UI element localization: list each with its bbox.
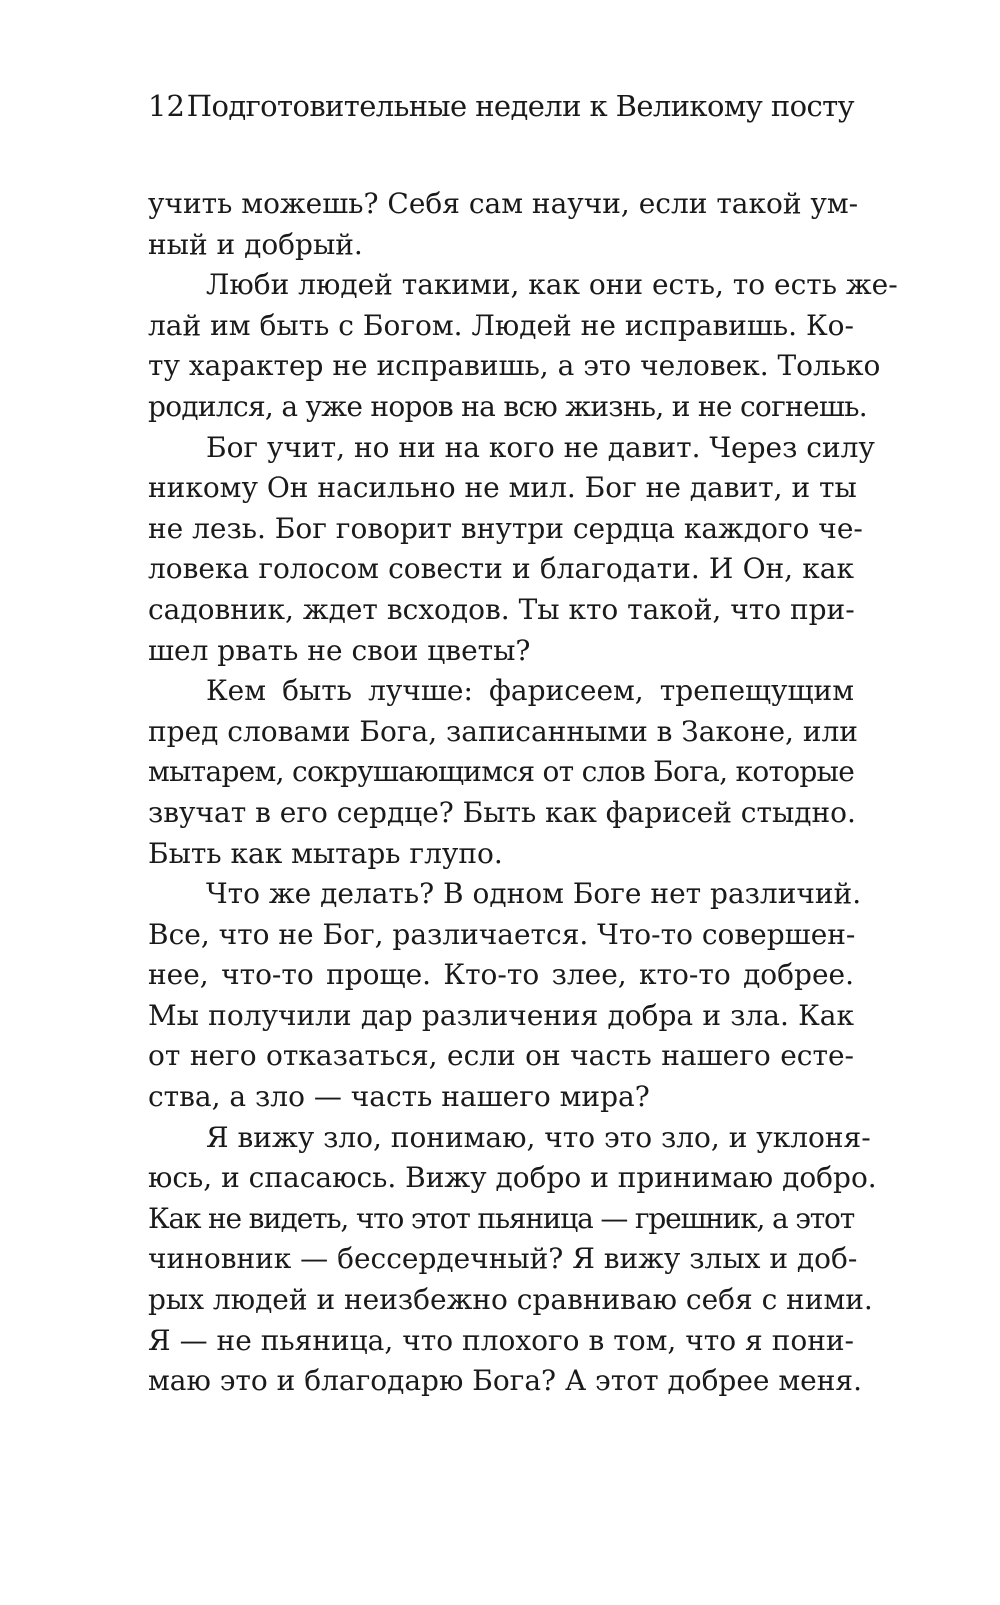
text-line: лай им быть с Богом. Людей не исправишь. Ко- [148,308,854,342]
paragraph-first-line: Что же делать? В одном Боге нет различий. [206,877,862,911]
paragraph-first-line: Бог учит, но ни на кого не давит. Через силу [206,430,875,464]
text-line: маю это и благодарю Бога? А этот добрее меня. [148,1364,862,1398]
text-line: юсь, и спасаюсь. Вижу добро и принимаю добро. [148,1161,877,1195]
text-line: мытарем, сокрушающимся от слов Бога, которые [148,755,855,789]
text-line: чиновник — бессердечный? Я вижу злых и доб- [148,1242,858,1276]
page-number: 12 [148,89,185,123]
text-line: Быть как мытарь глупо. [148,836,503,870]
text-line: Я — не пьяница, что плохого в том, что я пони- [148,1323,854,1357]
text-line: шел рвать не свои цветы? [148,633,531,667]
text-line: пред словами Бога, записанными в Законе, или [148,714,858,748]
text-line: Все, что не Бог, различается. Что-то совершен- [148,917,856,951]
paragraph-first-line: Кем быть лучше: фарисеем, трепещущим [206,674,854,708]
text-line: Мы получили дар различения добра и зла. Как [148,998,854,1032]
paragraph-first-line: Люби людей такими, как они есть, то есть же- [206,268,898,302]
running-head [148,84,854,128]
body-text [148,184,898,1402]
running-title: Подготовительные недели к Великому посту [186,89,854,123]
text-line: родился, а уже норов на всю жизнь, и не согнешь. [148,389,867,423]
text-line: звучат в его сердце? Быть как фарисей стыдно. [148,795,856,829]
text-line: ства, а зло — часть нашего мира? [148,1080,650,1114]
text-line: рых людей и неизбежно сравниваю себя с ними. [148,1283,873,1317]
text-line: от него отказаться, если он часть нашего есте- [148,1039,854,1073]
paragraph-first-line: Я вижу зло, понимаю, что это зло, и уклоня- [206,1120,871,1154]
text-line: учить можешь? Себя сам научи, если такой ум- [148,187,859,220]
text-line: ловека голосом совести и благодати. И Он, как [148,552,854,586]
text-line: не лезь. Бог говорит внутри сердца каждого че- [148,511,863,545]
text-line: ный и добрый. [148,227,363,261]
text-line: ту характер не исправишь, а это человек. Только [148,349,881,383]
text-line: нее, что-то проще. Кто-то злее, кто-то добрее. [148,958,854,992]
text-line: Как не видеть, что этот пьяница — грешник, а этот [148,1201,854,1235]
text-line: никому Он насильно не мил. Бог не давит, и ты [148,471,857,505]
text-line: садовник, ждет всходов. Ты кто такой, что при- [148,592,855,626]
